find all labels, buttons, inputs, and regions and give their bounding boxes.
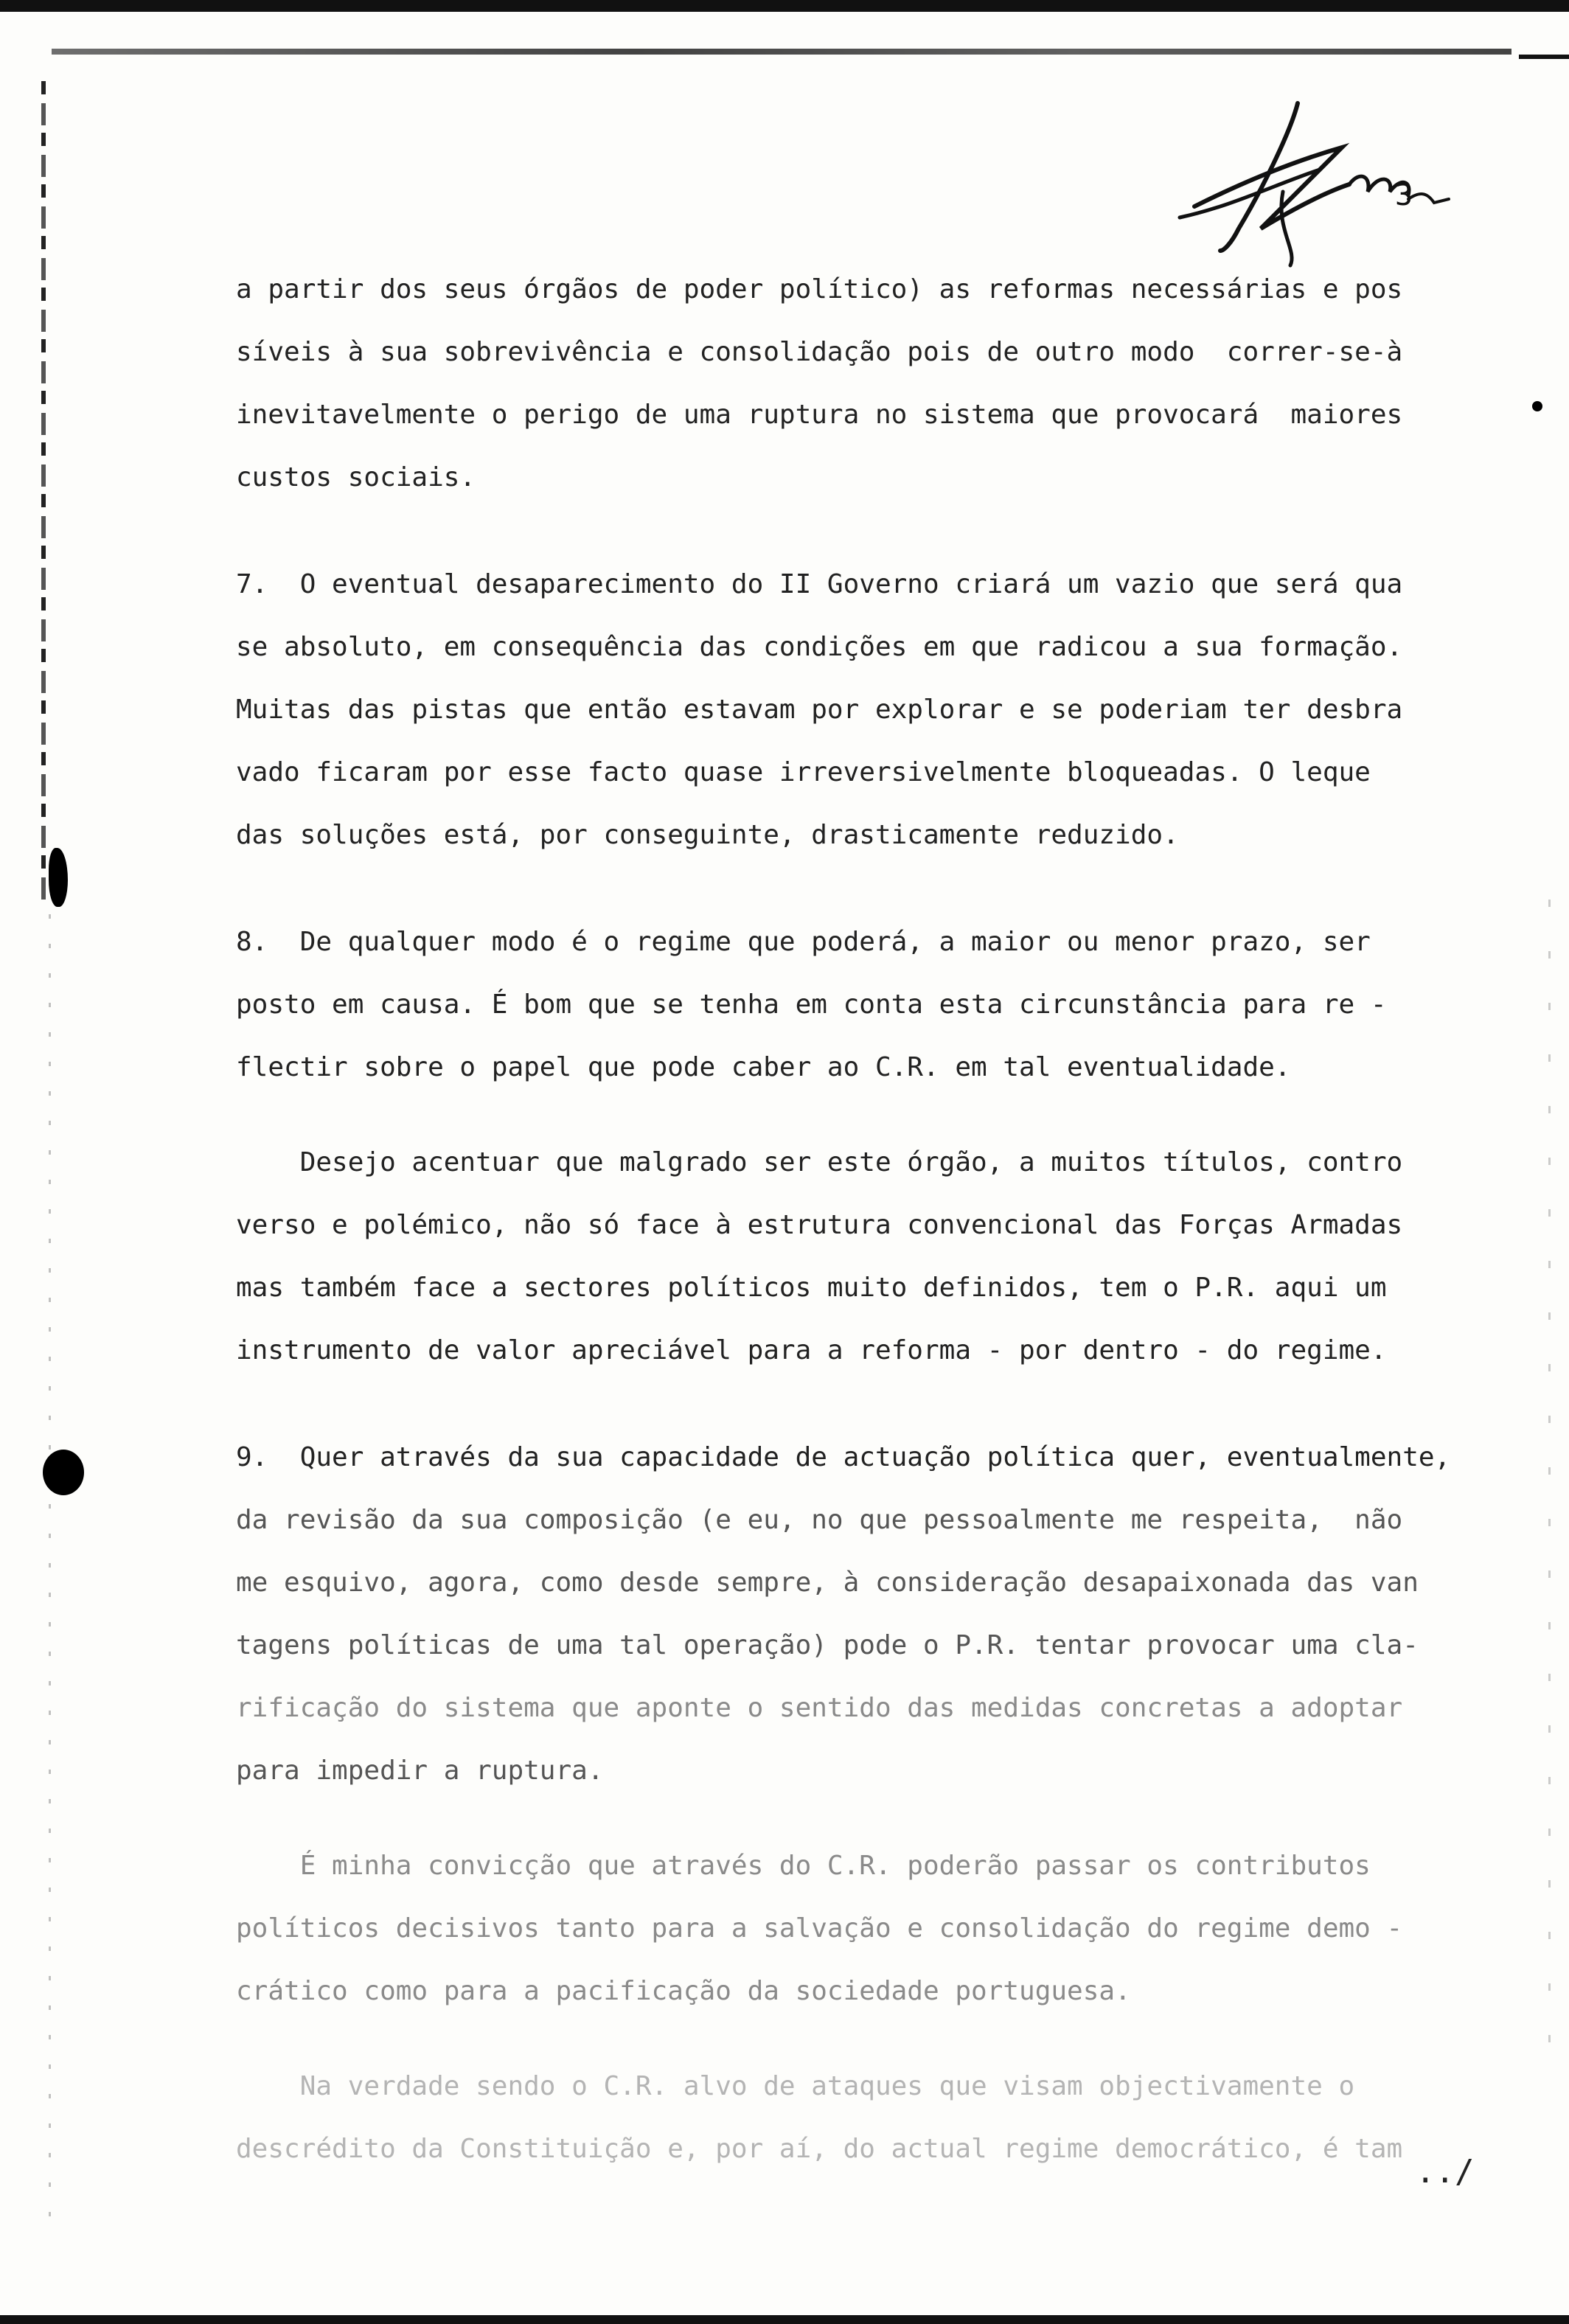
text-line: vado ficaram por esse facto quase irreversivelmente bloqueadas. O leque: [236, 757, 1371, 787]
text-line: inevitavelmente o perigo de uma ruptura no sistema que provocará maiores: [236, 400, 1403, 430]
scan-bottom-border: [0, 2315, 1569, 2324]
scan-top-border: [0, 0, 1569, 12]
text-line: custos sociais.: [236, 462, 476, 493]
punch-hole-upper: [49, 848, 68, 907]
text-line: É minha convicção que através do C.R. poderão passar os contributos: [236, 1851, 1371, 1881]
ink-dot: [1532, 401, 1542, 411]
text-line: 9. Quer através da sua capacidade de actuação política quer, eventualmente,: [236, 1442, 1451, 1472]
text-line: instrumento de valor apreciável para a reforma - por dentro - do regime.: [236, 1335, 1387, 1365]
text-line: me esquivo, agora, como desde sempre, à consideração desapaixonada das van: [236, 1568, 1419, 1598]
text-line: descrédito da Constituição e, por aí, do actual regime democrático, é tam: [236, 2134, 1403, 2164]
text-line: da revisão da sua composição (e eu, no que pessoalmente me respeita, não: [236, 1505, 1403, 1535]
paragraph-gap: [236, 509, 1482, 553]
text-line: tagens políticas de uma tal operação) pode o P.R. tentar provocar uma cla-: [236, 1630, 1419, 1660]
text-line: 8. De qualquer modo é o regime que poderá, a maior ou menor prazo, ser: [236, 927, 1371, 957]
text-line: posto em causa. É bom que se tenha em conta esta circunstância para re -: [236, 989, 1387, 1020]
text-line: para impedir a ruptura.: [236, 1756, 604, 1786]
scan-top-rule: [52, 49, 1511, 55]
document-body: [236, 258, 1482, 2180]
scan-top-rule-end: [1519, 55, 1569, 59]
scan-right-edge-faint: [1548, 900, 1551, 2079]
scan-left-edge-faint: [49, 914, 51, 2241]
text-line: verso e polémico, não só face à estrutura convencional das Forças Armadas: [236, 1210, 1403, 1240]
text-line: Na verdade sendo o C.R. alvo de ataques que visam objectivamente o: [236, 2071, 1355, 2101]
punch-hole-lower: [43, 1450, 84, 1495]
text-line: síveis à sua sobrevivência e consolidação pois de outro modo correr-se-à: [236, 337, 1403, 367]
text-line: se absoluto, em consequência das condições em que radicou a sua formação.: [236, 632, 1403, 662]
text-line: 7. O eventual desaparecimento do II Governo criará um vazio que será qua: [236, 569, 1403, 599]
text-line: Desejo acentuar que malgrado ser este órgão, a muitos títulos, contro: [236, 1147, 1403, 1177]
handwritten-signature: [1150, 81, 1460, 273]
page-mark: 3: [1395, 178, 1413, 212]
text-line: crático como para a pacificação da sociedade portuguesa.: [236, 1976, 1131, 2006]
text-line: rificação do sistema que aponte o sentido das medidas concretas a adoptar: [236, 1693, 1403, 1723]
paragraph-gap: [236, 1802, 1482, 1834]
scan-left-edge: [41, 81, 46, 907]
paragraph-gap: [236, 2022, 1482, 2055]
text-line: a partir dos seus órgãos de poder político) as reformas necessárias e pos: [236, 274, 1403, 305]
text-line: políticos decisivos tanto para a salvação e consolidação do regime demo -: [236, 1913, 1403, 1944]
paragraph-gap: [236, 866, 1482, 911]
text-line: mas também face a sectores políticos muito definidos, tem o P.R. aqui um: [236, 1273, 1387, 1303]
paragraph-gap: [236, 1382, 1482, 1426]
continuation-mark: ../: [1416, 2153, 1475, 2191]
text-line: das soluções está, por conseguinte, drasticamente reduzido.: [236, 820, 1179, 850]
paragraph-gap: [236, 1099, 1482, 1131]
text-line: Muitas das pistas que então estavam por explorar e se poderiam ter desbra: [236, 695, 1403, 725]
text-line: flectir sobre o papel que pode caber ao C.R. em tal eventualidade.: [236, 1052, 1291, 1082]
